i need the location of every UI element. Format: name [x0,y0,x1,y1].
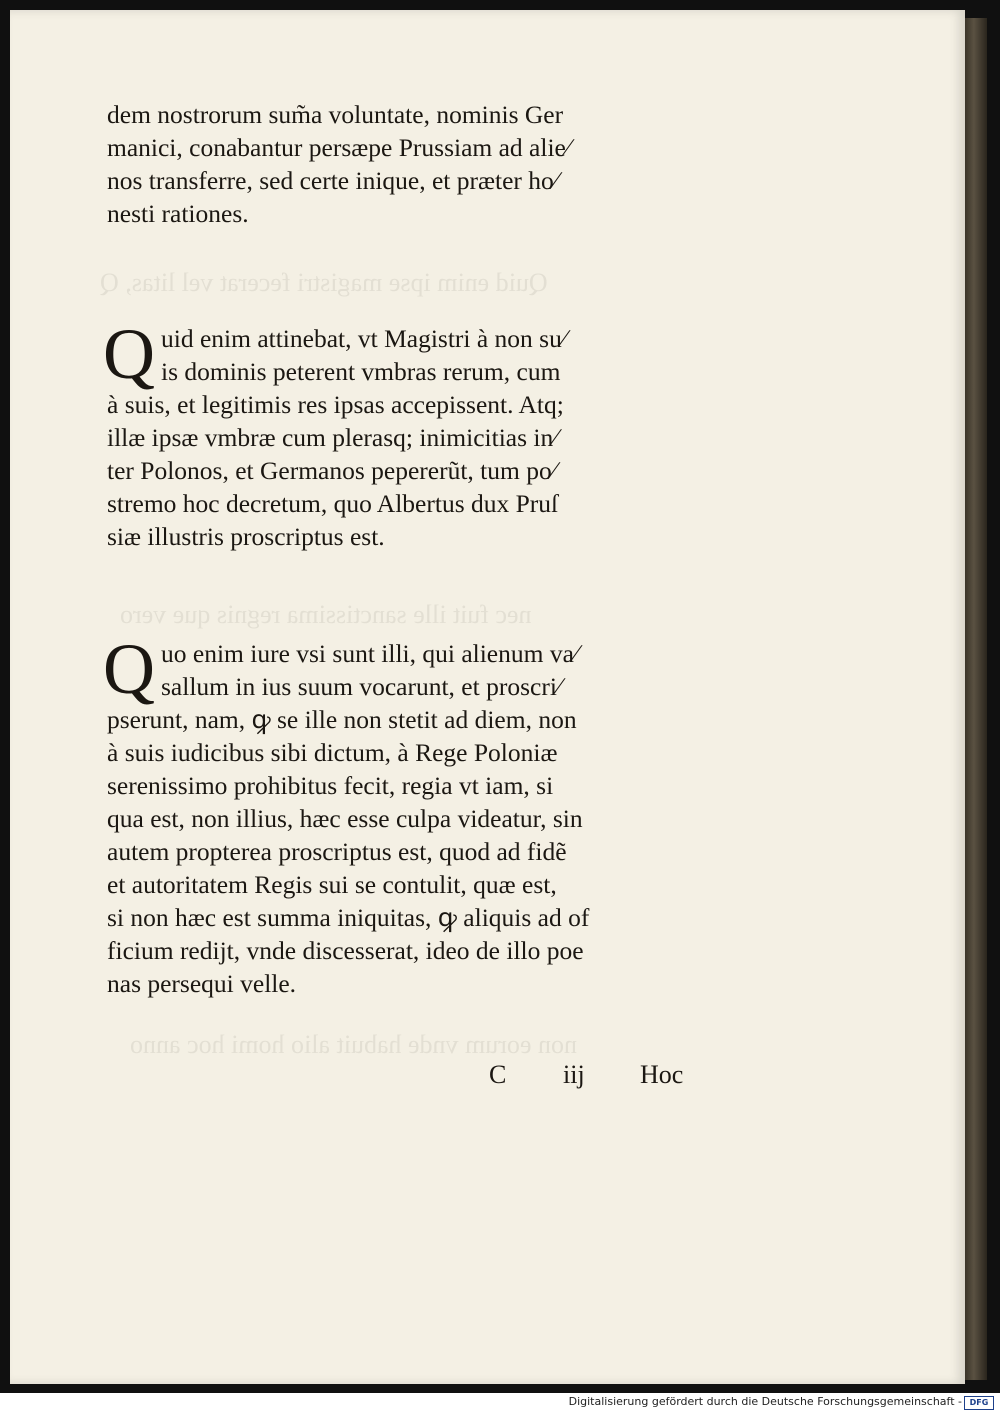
bleed-through-text: non eorum vnde habuit alio homi hoc anno [130,1030,577,1059]
text-line: sallum in ius suum vocarunt, et proscri∕ [161,672,562,701]
dfg-logo: DFG [964,1396,994,1410]
text-line: uid enim attinebat, vt Magistri à non su∕ [161,324,567,353]
text-line: si non hæc est summa iniquitas, ꝙ aliquis ad of [107,903,590,932]
funding-credit: Digitalisierung gefördert durch die Deutsche Forschungsgemeinschaft - [568,1395,962,1408]
paragraph-1 [107,98,707,230]
text-line: à suis iudicibus sibi dictum, à Rege Poloniæ [107,738,558,767]
text-line: à suis, et legitimis res ipsas accepissent. Atq; [107,390,564,419]
text-line: serenissimo prohibitus fecit, regia vt iam, si [107,771,554,800]
footer-bar [0,1393,1000,1413]
text-line: ter Polonos, et Germanos pepererũt, tum po∕ [107,456,556,485]
text-line: stremo hoc decretum, quo Albertus dux Pruſ [107,489,559,518]
text-line: is dominis peterent vmbras rerum, cum [161,357,561,386]
text-line: ficium redijt, vnde discesserat, ideo de illo poe [107,936,584,965]
text-line: nas persequi velle. [107,969,297,998]
text-line: nos transferre, sed certe inique, et præter ho∕ [107,166,559,195]
text-line: illæ ipsæ vmbræ cum plerasq; inimicitias in∕ [107,423,558,452]
paragraph-3 [103,629,707,1000]
signature-mark: C [489,1060,507,1089]
paragraph-2 [103,314,707,553]
text-line: uo enim iure vsi sunt illi, qui alienum va∕ [161,639,579,668]
text-line: autem propterea proscriptus est, quod ad fidẽ [107,837,567,866]
text-line: pserunt, nam, ꝙ se ille non stetit ad diem, non [107,705,577,734]
text-line: dem nostrorum sum̃a voluntate, nominis Ger [107,100,564,129]
dropcap-initial: Q [103,314,155,394]
text-line: nesti rationes. [107,199,249,228]
text-line: manici, conabantur persæpe Prussiam ad alie⁠∕ [107,133,571,162]
text-line: et autoritatem Regis sui se contulit, quæ est, [107,870,557,899]
signature-number: iij [563,1060,585,1089]
text-line: siæ illustris proscriptus est. [107,522,385,551]
bleed-through-text: Quid enim ipse magistri fecerat vel litas, Q [100,268,548,297]
catchword: Hoc [640,1060,684,1089]
dropcap-initial: Q [103,629,155,709]
page-edge [965,18,987,1380]
bleed-through-text: nec fuit ille sanctissima regnis que vero [120,600,532,629]
text-line: qua est, non illius, hæc esse culpa videatur, sin [107,804,583,833]
